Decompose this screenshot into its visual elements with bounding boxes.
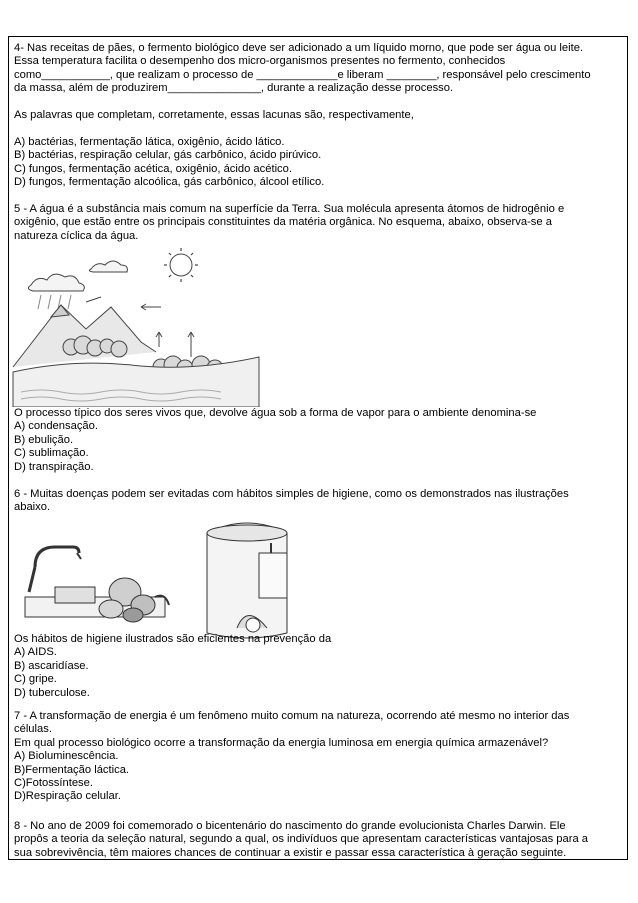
text-line: propôs a teoria da seleção natural, segundo a qual, os indivíduos que apresentam características vantajosas para a: [14, 833, 589, 846]
option-b: B)Fermentação láctica.: [14, 763, 130, 776]
option-a: A) condensação.: [14, 420, 98, 433]
option-d: D)Respiração celular.: [14, 790, 121, 803]
question-text: As palavras que completam, corretamente, essas lacunas são, respectivamente,: [14, 109, 414, 121]
option-d: D) tuberculose.: [14, 686, 90, 699]
question-text: Os hábitos de higiene ilustrados são eficientes na prevenção da: [14, 633, 332, 645]
option-c: C) gripe.: [14, 673, 57, 686]
text-line: natureza cíclica da água.: [14, 229, 139, 242]
question-5-prompt: [14, 407, 623, 474]
option-b: B) ascaridíase.: [14, 659, 89, 672]
exam-sheet: [8, 36, 628, 860]
option-a: A) AIDS.: [14, 646, 57, 659]
question-5-stem: [14, 203, 623, 243]
option-d: D) transpiração.: [14, 460, 94, 473]
water-filter-illustration: [187, 513, 307, 643]
option-d: D) fungos, fermentação alcoólica, gás carbônico, álcool etílico.: [14, 176, 325, 189]
option-a: A) Bioluminescência.: [14, 750, 119, 763]
question-4-options: [14, 136, 623, 190]
text-line: 6 - Muitas doenças podem ser evitadas com hábitos simples de higiene, como os demonstrados nas ilustrações: [14, 488, 569, 500]
washing-hands-food-illustration: [15, 537, 175, 627]
text-line: 5 - A água é a substância mais comum na superfície da Terra. Sua molécula apresenta átomos de hidrogênio e: [14, 203, 565, 215]
question-8-stem: [14, 820, 623, 860]
text-line: Em qual processo biológico ocorre a transformação da energia luminosa em energia química armazenável?: [14, 736, 549, 749]
option-b: B) bactérias, respiração celular, gás carbônico, ácido pirúvico.: [14, 149, 322, 162]
option-a: A) bactérias, fermentação lática, oxigênio, ácido lático.: [14, 136, 285, 148]
option-c: C) sublimação.: [14, 447, 89, 460]
option-b: B) ebulição.: [14, 433, 74, 446]
question-text: O processo típico dos seres vivos que, devolve água sob a forma de vapor para o ambiente denomina-se: [14, 407, 537, 419]
text-line: células.: [14, 723, 52, 736]
text-line: sua sobrevivência, têm maiores chances de continuar a existir e passar essa característica à geração seguinte.: [14, 846, 567, 859]
water-cycle-illustration: [11, 247, 261, 407]
text-line: como___________, que realizam o processo de _____________e liberam ________, responsável pelo crescimento: [14, 68, 591, 81]
question-4-prompt: [14, 109, 623, 122]
question-6-prompt: [14, 633, 623, 700]
text-line: da massa, além de produzirem_______________, durante a realização desse processo.: [14, 82, 454, 95]
question-7-stem: [14, 710, 623, 804]
option-c: C) fungos, fermentação acética, oxigênio, ácido acético.: [14, 162, 292, 175]
text-line: oxigênio, que estão entre os principais constituintes da matéria orgânica. No esquema, abaixo, observa-se a: [14, 216, 552, 229]
text-line: Essa temperatura facilita o desempenho dos micro-organismos presentes no fermento, conhecidos: [14, 55, 506, 68]
option-c: C)Fotossíntese.: [14, 777, 93, 790]
text-line: abaixo.: [14, 501, 51, 514]
text-line: 8 - No ano de 2009 foi comemorado o bicentenário do nascimento do grande evolucionista Charles Darwin. Ele: [14, 820, 566, 832]
text-line: 7 - A transformação de energia é um fenômeno muito comum na natureza, ocorrendo até mesmo no interior das: [14, 710, 570, 722]
text-line: 4- Nas receitas de pães, o fermento biológico deve ser adicionado a um líquido morno, que pode ser água ou leite.: [14, 42, 584, 54]
question-6-stem: [14, 488, 623, 515]
question-4-stem: [14, 42, 623, 96]
